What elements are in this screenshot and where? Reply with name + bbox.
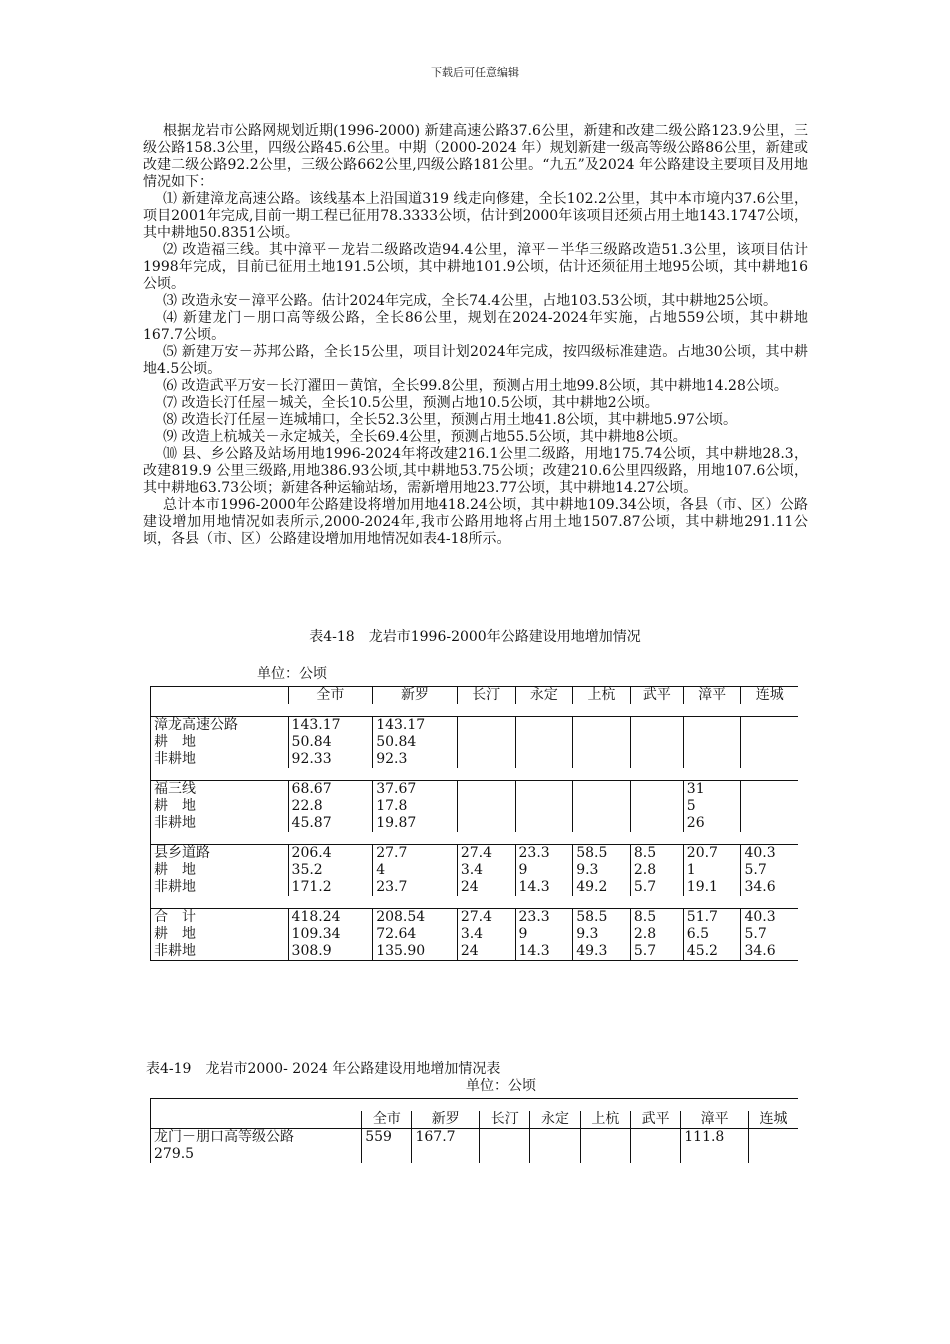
spacer-cell	[457, 768, 515, 781]
spacer-cell	[630, 1099, 680, 1112]
table-cell	[630, 815, 683, 832]
column-header: 连城	[748, 1111, 798, 1129]
spacer-cell	[373, 832, 458, 845]
table-cell: 5.7	[741, 862, 798, 879]
table-cell: 206.4	[288, 845, 373, 863]
table-cell: 5.7	[630, 879, 683, 896]
table-cell: 72.64	[373, 926, 458, 943]
table-cell	[457, 751, 515, 768]
spacer-cell	[573, 832, 631, 845]
spacer-cell	[580, 1099, 630, 1112]
table-cell: 23.7	[373, 879, 458, 896]
table-row	[151, 1146, 799, 1163]
table-cell	[457, 734, 515, 751]
table-cell	[480, 1129, 530, 1147]
column-header: 漳平	[681, 1111, 749, 1129]
table-cell: 208.54	[373, 909, 458, 927]
table-cell: 418.24	[288, 909, 373, 927]
table-cell: 17.8	[373, 798, 458, 815]
table-cell: 49.2	[573, 879, 631, 896]
table-cell: 40.3	[741, 845, 798, 863]
spacer-cell	[151, 896, 289, 909]
table-cell	[630, 781, 683, 799]
paragraph: 总计本市1996-2000年公路建设将增加用地418.24公顷，其中耕地109.34公顷，各县（市、区）公路建设增加用地情况如表所示,2000-2024年,我市公路用地将占用土地1507.87公顷，其中耕地291.11公顷，各县（市、区）公路建设增加用地情况如表4-18所示。	[143, 497, 808, 547]
table-cell: 45.87	[288, 815, 373, 832]
table-cell	[741, 734, 798, 751]
table-cell: 5.7	[741, 926, 798, 943]
table-cell: 22.8	[288, 798, 373, 815]
table-cell: 2.8	[630, 926, 683, 943]
table-cell: 143.17	[373, 717, 458, 735]
spacer-cell	[630, 832, 683, 845]
page-header: 下载后可任意编辑	[431, 66, 519, 79]
table-cell: 8.5	[630, 909, 683, 927]
paragraph: ⑵ 改造福三线。其中漳平－龙岩二级路改造94.4公里，漳平－半华三级路改造51.3公里，该项目估计1998年完成，目前已征用土地191.5公顷，其中耕地101.9公顷，估计还须征用土地95公顷，其中耕地16公顷。	[143, 242, 808, 292]
column-header: 永定	[530, 1111, 580, 1129]
table-cell	[580, 1146, 630, 1163]
table-cell: 23.3	[515, 909, 573, 927]
table-spacer-row	[151, 832, 799, 845]
paragraph: ⑼ 改造上杭城关－永定城关，全长69.4公里，预测占地55.5公顷，其中耕地8公顷。	[163, 429, 687, 445]
spacer-cell	[741, 768, 798, 781]
table-cell	[515, 717, 573, 735]
column-header: 漳平	[683, 687, 741, 705]
column-header: 全市	[362, 1111, 412, 1129]
table-header-row	[151, 687, 799, 705]
table-cell: 167.7	[412, 1129, 480, 1147]
paragraph: 根据龙岩市公路网规划近期(1996-2000) 新建高速公路37.6公里，新建和改建二级公路123.9公里，三级公路158.3公里，四级公路45.6公里。中期（2000-2024 年）规划新建一级高等级公路86公里，新建或改建二级公路92.2公里，三级公路662公里,四级公路181公里。“九五”及2024 年公路建设主要项目及用地情况如下：	[143, 123, 808, 190]
paragraph: ⑸ 新建万安－苏邦公路，全长15公里，项目计划2024年完成，按四级标准建造。占地30公顷，其中耕地4.5公顷。	[143, 344, 808, 377]
table-cell	[457, 815, 515, 832]
column-header: 武平	[630, 1111, 680, 1129]
table-cell	[630, 734, 683, 751]
table-cell: 2.8	[630, 862, 683, 879]
spacer-cell	[288, 896, 373, 909]
spacer-cell	[741, 896, 798, 909]
spacer-cell	[630, 896, 683, 909]
table-cell: 9	[515, 926, 573, 943]
land-use-table-1996-2000	[150, 686, 798, 961]
table-cell	[748, 1146, 798, 1163]
row-label: 耕 地	[154, 862, 196, 878]
row-label: 非耕地	[154, 943, 196, 959]
table-cell	[741, 781, 798, 799]
table-header-row	[151, 1111, 799, 1129]
table-row	[151, 717, 799, 735]
table-row	[151, 943, 799, 961]
spacer-cell	[515, 832, 573, 845]
table-cell	[630, 751, 683, 768]
table-cell: 6.5	[683, 926, 741, 943]
spacer-cell	[457, 896, 515, 909]
column-header	[151, 1111, 362, 1129]
column-header	[151, 687, 289, 705]
table-cell: 45.2	[683, 943, 741, 961]
column-header: 武平	[630, 687, 683, 705]
table-cell	[741, 717, 798, 735]
table-cell: 50.84	[288, 734, 373, 751]
row-label: 279.5	[154, 1146, 195, 1162]
table-cell	[683, 751, 741, 768]
row-label: 耕 地	[154, 734, 196, 750]
row-label: 非耕地	[154, 815, 196, 831]
table-cell: 34.6	[741, 943, 798, 961]
table-cell: 26	[683, 815, 741, 832]
table-cell: 14.3	[515, 943, 573, 961]
table-cell	[683, 734, 741, 751]
column-header: 长汀	[457, 687, 515, 705]
table-row	[151, 926, 799, 943]
spacer-cell	[480, 1099, 530, 1112]
spacer-cell	[515, 704, 573, 717]
table-cell	[457, 717, 515, 735]
table-cell	[515, 815, 573, 832]
table-cell: 68.67	[288, 781, 373, 799]
table2-caption: 表4-19 龙岩市2000- 2024 年公路建设用地增加情况表	[146, 1061, 501, 1077]
table-spacer-row	[151, 1099, 799, 1112]
spacer-cell	[457, 704, 515, 717]
table-cell	[741, 815, 798, 832]
table-cell: 4	[373, 862, 458, 879]
table-cell: 9.3	[573, 862, 631, 879]
table-cell: 8.5	[630, 845, 683, 863]
table-cell: 92.33	[288, 751, 373, 768]
column-header: 上杭	[580, 1111, 630, 1129]
table-cell	[362, 1146, 412, 1163]
table-cell	[515, 781, 573, 799]
table-cell: 58.5	[573, 845, 631, 863]
table-cell: 9	[515, 862, 573, 879]
table-cell	[573, 815, 631, 832]
table1-unit: 单位：公顷	[257, 666, 327, 682]
row-label: 非耕地	[154, 879, 196, 895]
spacer-cell	[515, 768, 573, 781]
table-cell: 308.9	[288, 943, 373, 961]
table-cell: 31	[683, 781, 741, 799]
table-cell: 27.4	[457, 909, 515, 927]
column-header: 永定	[515, 687, 573, 705]
table-cell: 5	[683, 798, 741, 815]
table-cell: 19.1	[683, 879, 741, 896]
table-row	[151, 781, 799, 799]
row-label: 县乡道路	[151, 845, 289, 863]
table-row	[151, 879, 799, 896]
table1-caption: 表4-18 龙岩市1996-2000年公路建设用地增加情况	[309, 629, 641, 645]
spacer-cell	[288, 768, 373, 781]
table-cell: 37.67	[373, 781, 458, 799]
spacer-cell	[573, 768, 631, 781]
spacer-cell	[741, 704, 798, 717]
spacer-cell	[151, 832, 289, 845]
table-row	[151, 751, 799, 768]
table-cell	[630, 1146, 680, 1163]
table-cell	[573, 717, 631, 735]
paragraph: ⑻ 改造长汀任屋－连城埔口，全长52.3公里，预测占用土地41.8公顷，其中耕地5.97公顷。	[163, 412, 737, 428]
paragraph: ⑶ 改造永安－漳平公路。估计2024年完成，全长74.4公里，占地103.53公顷，其中耕地25公顷。	[163, 293, 778, 309]
table-cell: 135.90	[373, 943, 458, 961]
table-cell: 92.3	[373, 751, 458, 768]
spacer-cell	[683, 768, 741, 781]
spacer-cell	[683, 704, 741, 717]
table-cell	[457, 781, 515, 799]
table-cell	[530, 1129, 580, 1147]
row-label: 福三线	[151, 781, 289, 799]
table-cell: 40.3	[741, 909, 798, 927]
column-header: 新罗	[373, 687, 458, 705]
table-cell: 35.2	[288, 862, 373, 879]
table-cell: 111.8	[681, 1129, 749, 1147]
spacer-cell	[151, 1099, 362, 1112]
table-cell	[457, 798, 515, 815]
column-header: 全市	[288, 687, 373, 705]
table-cell: 50.84	[373, 734, 458, 751]
table-spacer-row	[151, 704, 799, 717]
table-cell: 143.17	[288, 717, 373, 735]
spacer-cell	[151, 704, 289, 717]
column-header: 新罗	[412, 1111, 480, 1129]
paragraph: ⑹ 改造武平万安－长汀濯田－黄馆，全长99.8公里，预测占用土地99.8公顷，其中耕地14.28公顷。	[163, 378, 788, 394]
table-spacer-row	[151, 896, 799, 909]
spacer-cell	[373, 896, 458, 909]
table-cell: 3.4	[457, 926, 515, 943]
table-cell: 51.7	[683, 909, 741, 927]
table-cell: 559	[362, 1129, 412, 1147]
spacer-cell	[288, 704, 373, 717]
table-cell: 109.34	[288, 926, 373, 943]
body-text	[143, 123, 808, 548]
table2-unit: 单位：公顷	[466, 1078, 536, 1094]
table-cell	[630, 798, 683, 815]
table-cell	[573, 781, 631, 799]
table-cell: 171.2	[288, 879, 373, 896]
column-header: 上杭	[573, 687, 631, 705]
spacer-cell	[457, 832, 515, 845]
table-cell: 20.7	[683, 845, 741, 863]
table-cell: 3.4	[457, 862, 515, 879]
table-cell	[741, 798, 798, 815]
paragraph: ⑺ 改造长汀任屋－城关，全长10.5公里，预测占地10.5公顷，其中耕地2公顷。	[163, 395, 659, 411]
spacer-cell	[748, 1099, 798, 1112]
spacer-cell	[683, 896, 741, 909]
spacer-cell	[741, 832, 798, 845]
table-cell: 58.5	[573, 909, 631, 927]
table-cell	[480, 1146, 530, 1163]
table-cell	[681, 1146, 749, 1163]
table-row	[151, 1129, 799, 1147]
spacer-cell	[573, 896, 631, 909]
spacer-cell	[373, 704, 458, 717]
paragraph: ⑷ 新建龙门－朋口高等级公路，全长86公里，规划在2024-2024年实施，占地559公顷，其中耕地167.7公顷。	[143, 310, 808, 343]
table-cell: 27.4	[457, 845, 515, 863]
row-label: 耕 地	[154, 926, 196, 942]
table-cell: 14.3	[515, 879, 573, 896]
table-cell	[515, 734, 573, 751]
row-label: 合 计	[151, 909, 289, 927]
table-row	[151, 862, 799, 879]
table-cell: 24	[457, 879, 515, 896]
table-row	[151, 909, 799, 927]
table-cell	[683, 717, 741, 735]
table-row	[151, 845, 799, 863]
table-row	[151, 798, 799, 815]
table-cell: 1	[683, 862, 741, 879]
table-cell: 5.7	[630, 943, 683, 961]
table-cell	[515, 798, 573, 815]
table-cell	[573, 734, 631, 751]
land-use-table-2000-2024	[150, 1098, 798, 1163]
table-cell	[748, 1129, 798, 1147]
row-label: 龙门－朋口高等级公路	[151, 1129, 362, 1147]
table-row	[151, 734, 799, 751]
table-cell	[630, 1129, 680, 1147]
table-cell: 27.7	[373, 845, 458, 863]
table-spacer-row	[151, 768, 799, 781]
column-header: 连城	[741, 687, 798, 705]
table-cell	[580, 1129, 630, 1147]
spacer-cell	[412, 1099, 480, 1112]
row-label: 耕 地	[154, 798, 196, 814]
table-cell	[530, 1146, 580, 1163]
table-cell: 23.3	[515, 845, 573, 863]
spacer-cell	[151, 768, 289, 781]
spacer-cell	[683, 832, 741, 845]
spacer-cell	[373, 768, 458, 781]
table-cell: 49.3	[573, 943, 631, 961]
table-cell: 34.6	[741, 879, 798, 896]
column-header: 长汀	[480, 1111, 530, 1129]
table-cell	[741, 751, 798, 768]
table-cell: 19.87	[373, 815, 458, 832]
table-cell	[573, 751, 631, 768]
table-cell	[515, 751, 573, 768]
paragraph: ⑽ 县、乡公路及站场用地1996-2024年将改建216.1公里二级路，用地175.74公顷，其中耕地28.3，改建819.9 公里三级路,用地386.93公顷,其中耕地53.75公顷；改建210.6公里四级路，用地107.6公顷，其中耕地63.73公顷；新建各种运输站场，需新增用地23.77公顷，其中耕地14.27公顷。	[143, 446, 808, 496]
spacer-cell	[573, 704, 631, 717]
table-cell	[630, 717, 683, 735]
spacer-cell	[630, 704, 683, 717]
table-cell	[412, 1146, 480, 1163]
spacer-cell	[288, 832, 373, 845]
table-row	[151, 815, 799, 832]
paragraph: ⑴ 新建漳龙高速公路。该线基本上沿国道319 线走向修建，全长102.2公里，其中本市境内37.6公里， 项目2001年完成,目前一期工程已征用78.3333公顷，估计到2000年该项目还须占用土地143.1747公顷，其中耕地50.8351公顷。	[143, 191, 808, 241]
table-cell: 9.3	[573, 926, 631, 943]
table-cell	[573, 798, 631, 815]
row-label: 非耕地	[154, 751, 196, 767]
spacer-cell	[362, 1099, 412, 1112]
spacer-cell	[530, 1099, 580, 1112]
spacer-cell	[630, 768, 683, 781]
spacer-cell	[515, 896, 573, 909]
row-label: 漳龙高速公路	[151, 717, 289, 735]
spacer-cell	[681, 1099, 749, 1112]
table-cell: 24	[457, 943, 515, 961]
